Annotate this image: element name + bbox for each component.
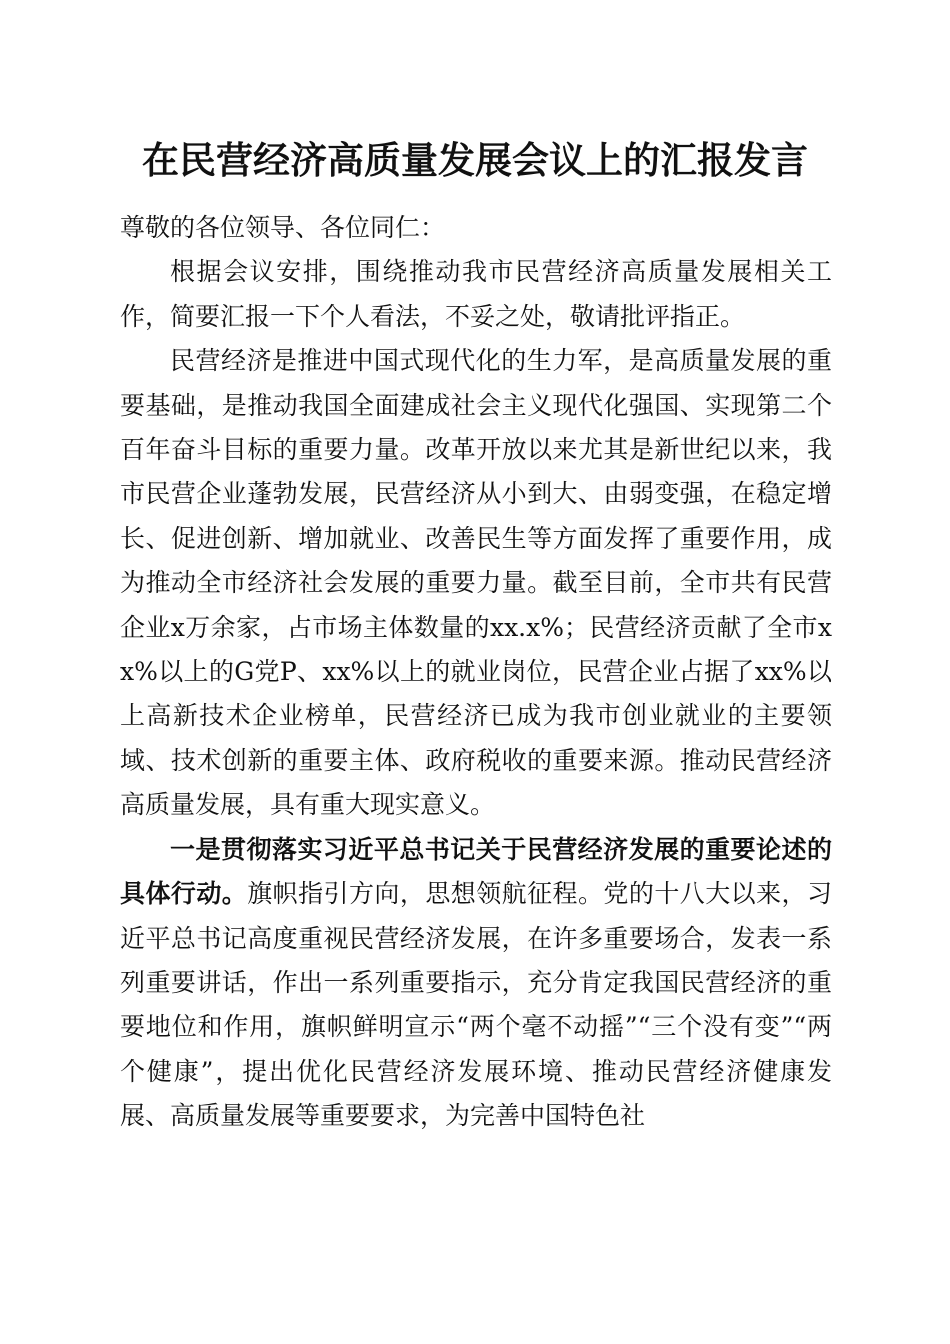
paragraph-text: 民营经济是推进中国式现代化的生力军，是高质量发展的重要基础，是推动我国全面建成社会主义现代化强国、实现第二个百年奋斗目标的重要力量。改革开放以来尤其是新世纪以来，我市民营企业蓬勃发展，民营经济从小到大、由弱变强，在稳定增长、促进创新、增加就业、改善民生等方面发挥了重要作用，成为推动全市经济社会发展的重要力量。截至目前，全市共有民营企业x万余家，占市场主体数量的xx.x%；民营经济贡献了全市xx%以上的G党P、xx%以上的就业岗位，民营企业占据了xx%以上高新技术企业榜单，民营经济已成为我市创业就业的主要领域、技术创新的重要主体、政府税收的重要来源。推动民营经济高质量发展，具有重大现实意义。: [120, 346, 832, 820]
paragraph-lead-heading: 一是贯彻落实习近平总书记关于民营经济发展的重要论述的具体行动。: [120, 834, 832, 909]
paragraph-intro: [120, 250, 832, 339]
salutation: 尊敬的各位领导、各位同仁：: [120, 213, 446, 242]
paragraph-point-one: [120, 828, 832, 1139]
document-title: 在民营经济高质量发展会议上的汇报发言: [142, 138, 808, 182]
paragraph-text: 根据会议安排，围绕推动我市民营经济高质量发展相关工作，简要汇报一下个人看法，不妥之处，敬请批评指正。: [120, 257, 832, 331]
document-body: [120, 206, 832, 1139]
paragraph-text: 旗帜指引方向，思想领航征程。党的十八大以来，习近平总书记高度重视民营经济发展，在许多重要场合，发表一系列重要讲话，作出一系列重要指示，充分肯定我国民营经济的重要地位和作用，旗帜鲜明宣示“两个毫不动摇”“三个没有变”“两个健康”，提出优化民营经济发展环境、推动民营经济健康发展、高质量发展等重要要求，为完善中国特色社: [120, 879, 832, 1131]
paragraph-overview: [120, 339, 832, 827]
